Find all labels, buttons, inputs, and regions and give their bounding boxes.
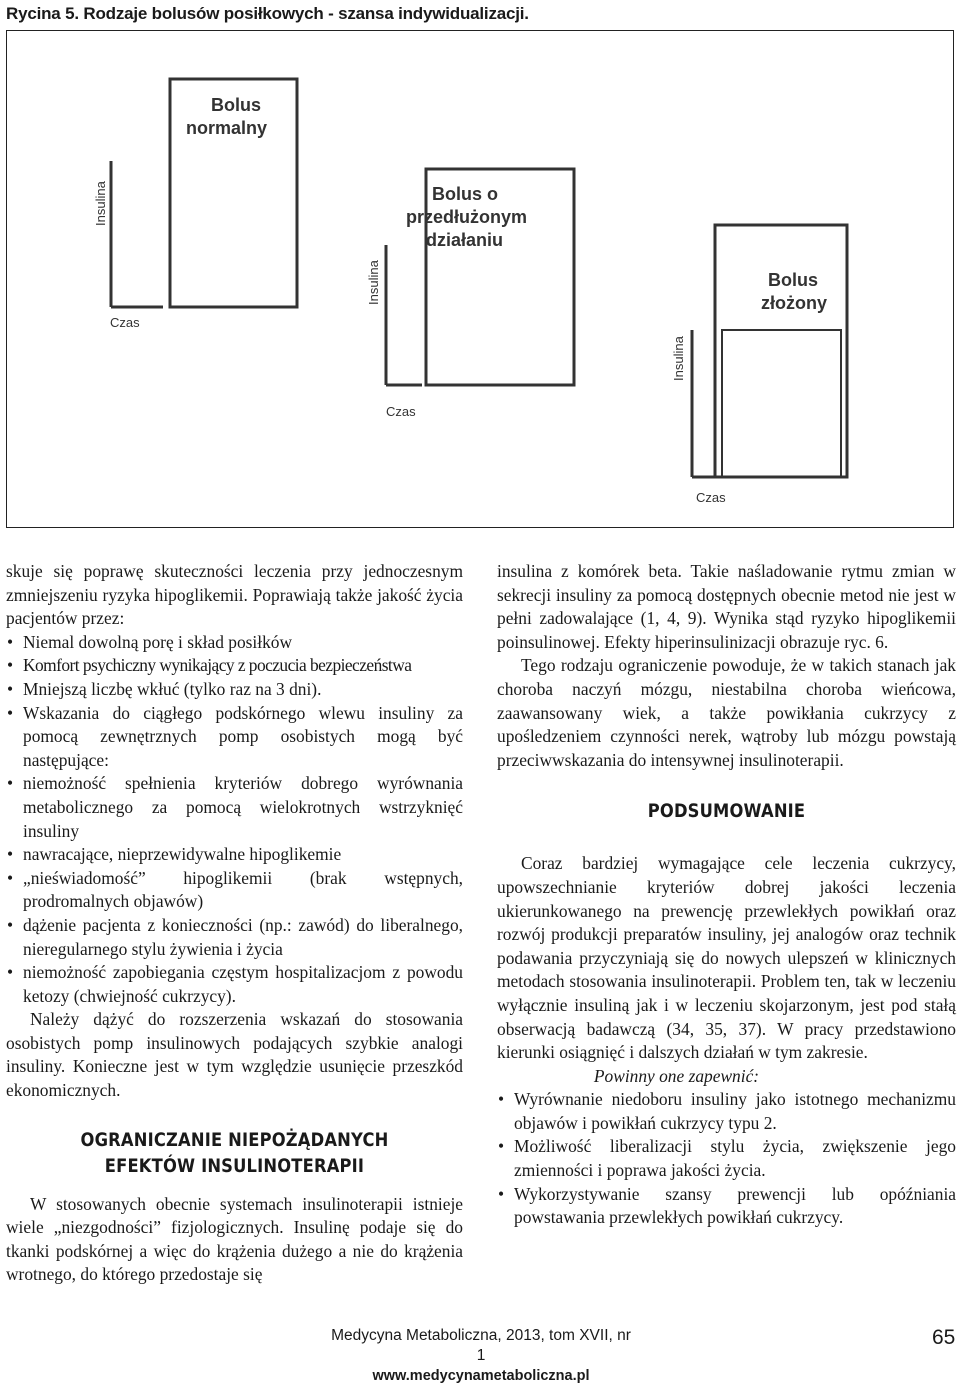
indications-list	[6, 702, 463, 1009]
bolus-normal-line1: Bolus	[211, 95, 262, 115]
list-item: • Wykorzystywanie szansy prewencji lub opóźniania powstawania przewlekłych powikłań cukrzycy.	[497, 1183, 956, 1230]
list-item: • Niemal dowolną porę i skład posiłków	[6, 631, 463, 655]
left-column	[6, 560, 463, 1287]
paragraph: Należy dążyć do rozszerzenia wskazań do stosowania osobistych pomp insulinowych podających szybkie analogi insuliny. Konieczne jest w tym względzie usunięcie przeszkód ekonomicznych.	[6, 1009, 463, 1101]
bolus-types-figure	[6, 30, 954, 528]
bolus-combined-line1: Bolus	[768, 270, 819, 290]
paragraph: W stosowanych obecnie systemach insulinoterapii istnieje wiele „niezgodności” fizjologicznych. Insulinę podaje się do tkanki podskórnej a więc do krążenia dużego a nie do krążenia wrotnego, do którego przedostaje się	[6, 1193, 463, 1285]
page-footer	[326, 1326, 636, 1386]
list-item: • Mniejszą liczbę wkłuć (tylko raz na 3 dni).	[6, 678, 463, 702]
journal-citation: Medycyna Metaboliczna, 2013, tom XVII, nr 1	[331, 1327, 631, 1364]
list-item: • Możliwość liberalizacji stylu życia, zwiększenie jego zmienności i poprawa jakości życia.	[497, 1135, 956, 1182]
paragraph: Tego rodzaju ograniczenie powoduje, że w takich stanach jak choroba naczyń mózgu, niestabilna choroba wieńcowa, zaawansowany wiek, a także powikłania cukrzycy z upośledzeniem czynności nerek, wątroby lub mózgu powstają przeciwwskazania do intensywnej insulinoterapii.	[497, 655, 956, 770]
paragraph: skuje się poprawę skuteczności leczenia przy jednoczesnym zmniejszeniu ryzyka hipoglikemii. Poprawiają także jakość życia pacjentów przez:	[6, 561, 463, 629]
list-item: • niemożność zapobiegania częstym hospitalizacjom z powodu ketozy (chwiejność cukrzycy).	[6, 961, 463, 1008]
figure-caption: Rycina 5. Rodzaje bolusów posiłkowych - szansa indywidualizacji.	[6, 4, 529, 23]
benefits-list	[6, 631, 463, 702]
italic-lead: Powinny one zapewnić:	[593, 1065, 760, 1086]
list-item: • Wskazania do ciągłego podskórnego wlewu insuliny za pomocą zewnętrznych pomp osobistych mogą być następujące:	[6, 702, 463, 773]
y-axis-label: Insulina	[93, 181, 108, 226]
y-axis-label: Insulina	[671, 336, 686, 381]
bolus-extended-line1: Bolus o	[432, 184, 498, 204]
summary-list	[497, 1088, 956, 1230]
x-axis-label: Czas	[110, 315, 140, 330]
list-item: • nawracające, nieprzewidywalne hipoglikemie	[6, 843, 463, 867]
right-column	[497, 560, 956, 1230]
paragraph: insulina z komórek beta. Takie naśladowanie rytmu zmian w sekrecji insuliny za pomocą dostępnych obecnie metod nie jest w pełni zadowalające (1, 4, 9). Wynika stąd ryzyko hipoglikemii poinsulinowej. Efekty hiperinsulinizacji obrazuje ryc. 6.	[497, 561, 956, 652]
list-item: • Komfort psychiczny wynikający z poczucia bezpieczeństwa	[6, 654, 463, 678]
bolus-combined-line2: złożony	[761, 293, 827, 313]
list-item: • niemożność spełnienia kryteriów dobrego wyrównania metabolicznego za pomocą wielokrotnych wstrzyknięć insuliny	[6, 772, 463, 843]
section-heading: PODSUMOWANIE	[647, 800, 806, 823]
bolus-extended-line3: działaniu	[426, 230, 504, 250]
x-axis-label: Czas	[696, 490, 726, 505]
journal-url[interactable]: www.medycynametaboliczna.pl	[372, 1368, 590, 1384]
list-item: • „nieświadomość” hipoglikemii (brak wstępnych, prodromalnych objawów)	[6, 867, 463, 914]
x-axis-label: Czas	[386, 404, 416, 419]
page-number: 65	[932, 1326, 956, 1349]
list-item: • Wyrównanie niedoboru insuliny jako istotnego mechanizmu objawów i powikłań cukrzycy typu 2.	[497, 1088, 956, 1135]
paragraph: Coraz bardziej wymagające cele leczenia cukrzycy, upowszechnianie kryteriów dobrej jakości leczenia ukierunkowanego na prewencję przewlekłych powikłań oraz rozwój produkcji preparatów insuliny, jej analogów oraz technik podawania przyczyniają się do nowych ulepszeń w klinicznych metodach stosowania insulinoterapii. Problem ten, tak w leczeniu wyłącznie insuliną jak i w leczeniu skojarzonym, jest pod stałą obserwacją badawczą (34, 35, 37). W pracy przedstawiono kierunki osiągnięć i dalszych działań w tym zakresie.	[497, 853, 956, 1063]
y-axis-label: Insulina	[366, 260, 381, 305]
list-item: • dążenie pacjenta z konieczności (np.: zawód) do liberalnego, nieregularnego stylu żywienia i życia	[6, 914, 463, 961]
bolus-extended-line2: przedłużonym	[406, 207, 528, 227]
section-heading: OGRANICZANIE NIEPOŻĄDANYCH EFEKTÓW INSULINOTERAPII	[80, 1128, 389, 1177]
bolus-normal-line2: normalny	[186, 118, 268, 138]
